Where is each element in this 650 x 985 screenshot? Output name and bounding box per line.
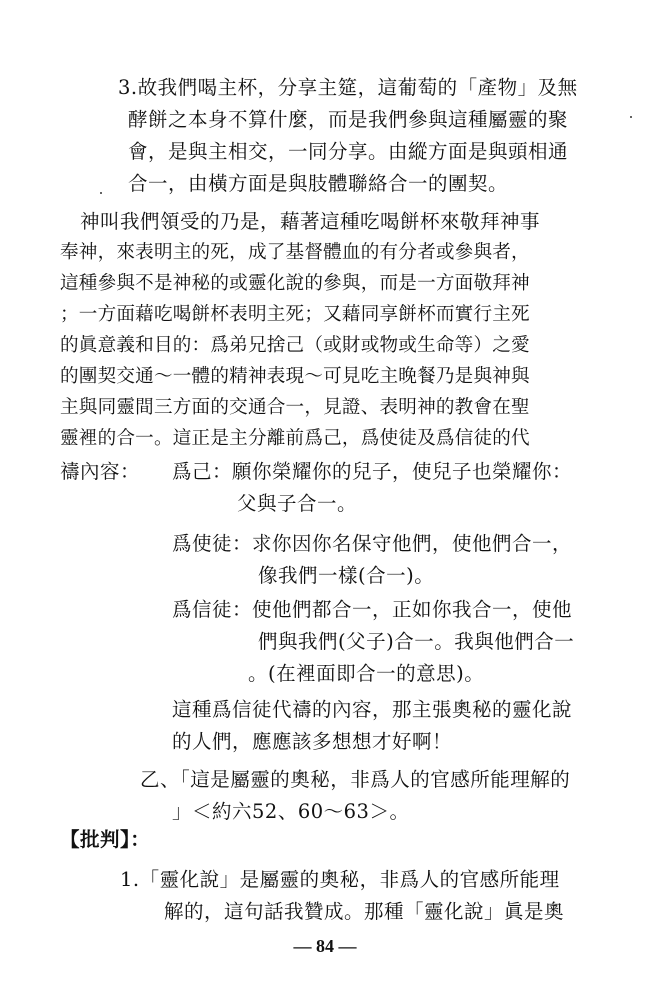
critique-heading: 【批判】： — [60, 828, 151, 851]
prayer-believers-cont-2: 。(在裡面即合一的意思)。 — [248, 662, 485, 685]
text-line-2: 酵餅之本身不算什麼，而是我們參與這種屬靈的聚 — [128, 108, 569, 131]
scan-speck — [100, 192, 102, 194]
text-line-7: 這種參與不是神秘的或靈化說的參與，而是一方面敬拜神 — [60, 273, 530, 294]
text-line-3: 會，是與主相交，一同分享。由縱方面是與頭相通 — [128, 140, 569, 163]
page-number: — 84 — — [293, 936, 357, 956]
text-line-1: 3.故我們喝主杯，分享主筵，這葡萄的「產物」及無 — [118, 76, 578, 99]
critique-line-1: 1.「靈化說」是屬靈的奧秘，非爲人的官感所能理 — [120, 868, 560, 891]
prayer-apostles: 爲使徒：求你因你名保守他們，使他們合一， — [172, 532, 573, 555]
section-b-line-2: 」＜約六52、60～63＞。 — [172, 800, 410, 823]
scan-speck — [630, 116, 632, 118]
prayer-believers-cont-1: 們與我們(父子)合一。我與他們合一 — [258, 630, 575, 653]
text-line-22: 的人們，應應該多想想才好啊！ — [172, 730, 453, 753]
prayer-self: 爲己：願你榮耀你的兒子，使兒子也榮耀你： — [172, 460, 573, 483]
text-line-6: 奉神，來表明主的死，成了基督體血的有分者或參與者， — [60, 242, 530, 263]
text-line-4: 合一，由橫方面是與肢體聯絡合一的團契。 — [128, 172, 509, 195]
text-line-5: 神叫我們領受的乃是，藉著這種吃喝餅杯來敬拜神事 — [80, 210, 541, 233]
text-line-8: ；一方面藉吃喝餅杯表明主死；又藉同享餅杯而實行主死 — [60, 304, 530, 325]
prayer-label: 禱內容： — [60, 460, 141, 483]
text-line-12: 靈裡的合一。這正是主分離前爲己，爲使徒及爲信徒的代 — [60, 428, 530, 449]
prayer-apostles-cont: 像我們一樣(合一)。 — [258, 564, 435, 587]
text-line-11: 主與同靈間三方面的交通合一，見證、表明神的教會在聖 — [60, 397, 530, 418]
text-line-9: 的眞意義和目的：爲弟兄捨己（或財或物或生命等）之愛 — [60, 335, 530, 356]
text-line-21: 這種爲信徒代禱的內容，那主張奧秘的靈化說 — [172, 698, 573, 721]
critique-line-2: 解的，這句話我贊成。那種「靈化說」眞是奧 — [164, 900, 565, 923]
prayer-self-cont: 父與子合一。 — [237, 492, 358, 515]
section-b-line-1: 乙、「這是屬靈的奧秘，非爲人的官感所能理解的 — [140, 768, 571, 791]
text-line-10: 的團契交通～一體的精神表現～可見吃主晚餐乃是與神與 — [60, 366, 530, 387]
prayer-believers: 爲信徒：使他們都合一，正如你我合一，使他 — [172, 598, 573, 621]
